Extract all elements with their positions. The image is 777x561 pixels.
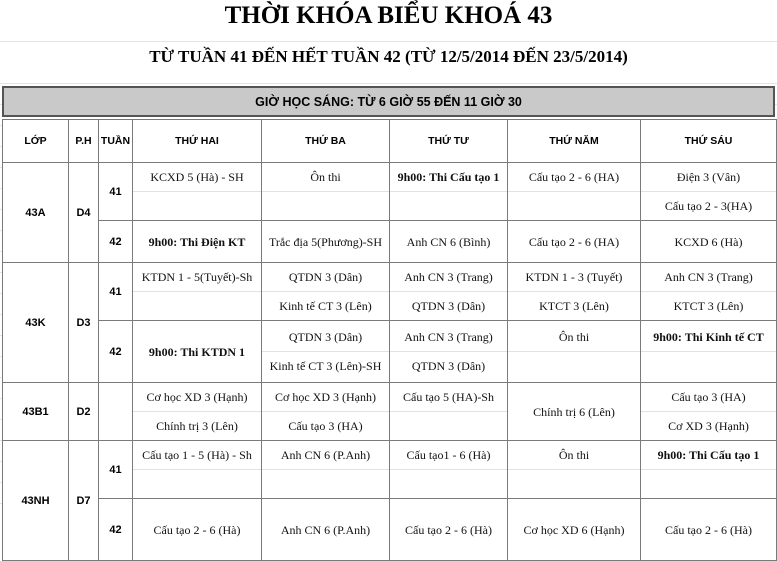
lesson-text: 9h00: Thi Kinh tế CT <box>653 330 764 344</box>
lesson-text: QTDN 3 (Dân) <box>390 291 507 320</box>
class-name-cell: 43NH <box>3 441 69 561</box>
lesson-text: Cấu tạo 2 - 3(HA) <box>641 191 776 220</box>
week-cell <box>99 383 133 441</box>
schedule-cell-tue <box>262 383 390 441</box>
schedule-cell-fri <box>641 499 777 561</box>
room-cell: D2 <box>69 383 99 441</box>
lesson-text <box>133 469 261 498</box>
lesson-text: Ôn thi <box>310 170 341 184</box>
lesson-text: Anh CN 3 (Trang) <box>404 330 493 344</box>
schedule-cell-mon <box>133 441 262 499</box>
lesson-text <box>508 469 640 498</box>
lesson-text: Cấu tạo 3 (HA) <box>262 411 389 440</box>
schedule-cell-thu <box>508 321 641 383</box>
schedule-cell-tue <box>262 163 390 221</box>
lesson-text <box>262 469 389 498</box>
schedule-cell-wed <box>390 321 508 383</box>
lesson-text <box>508 191 640 220</box>
lesson-text: 9h00: Thi KTDN 1 <box>148 344 246 359</box>
lesson-text: Anh CN 6 (P.Anh) <box>280 448 371 462</box>
page-title: THỜI KHÓA BIỂU KHOÁ 43 <box>0 0 777 34</box>
lesson-text: Cơ học XD 6 (Hạnh) <box>523 522 625 537</box>
lesson-text: QTDN 3 (Dân) <box>390 351 507 380</box>
lesson-text: KCXD 6 (Hà) <box>674 234 743 249</box>
lesson-text <box>390 469 507 498</box>
schedule-cell-tue <box>262 221 390 263</box>
table-row <box>3 263 777 321</box>
lesson-text <box>641 469 776 498</box>
lesson-text: Cấu tạo 2 - 6 (Hà) <box>153 522 241 537</box>
lesson-text <box>262 191 389 220</box>
lesson-text: Điện 3 (Vân) <box>676 170 741 184</box>
schedule-cell-mon <box>133 321 262 383</box>
header-fri: THỨ SÁU <box>641 120 777 163</box>
schedule-cell-fri <box>641 221 777 263</box>
schedule-cell-tue <box>262 441 390 499</box>
timetable <box>2 119 777 561</box>
schedule-cell-thu <box>508 383 641 441</box>
room-cell: D4 <box>69 163 99 263</box>
lesson-text: Cấu tạo1 - 6 (Hà) <box>406 448 491 462</box>
header-mon: THỨ HAI <box>133 120 262 163</box>
lesson-text: Trắc địa 5(Phương)-SH <box>268 234 383 249</box>
lesson-text <box>133 291 261 320</box>
lesson-text: QTDN 3 (Dân) <box>288 330 363 344</box>
header-wed: THỨ TƯ <box>390 120 508 163</box>
lesson-text: 9h00: Thi Cấu tạo 1 <box>397 170 500 184</box>
class-name-cell: 43A <box>3 163 69 263</box>
lesson-text: KTCT 3 (Lên) <box>641 291 776 320</box>
class-name-cell: 43B1 <box>3 383 69 441</box>
lesson-text <box>390 411 507 440</box>
header-ph: P.H <box>69 120 99 163</box>
table-row <box>3 163 777 221</box>
header-lop: LỚP <box>3 120 69 163</box>
schedule-cell-tue <box>262 321 390 383</box>
schedule-cell-fri <box>641 163 777 221</box>
schedule-cell-fri <box>641 321 777 383</box>
lesson-text: Ôn thi <box>558 448 590 462</box>
week-cell: 42 <box>99 221 133 263</box>
session-banner: GIỜ HỌC SÁNG: TỪ 6 GIỜ 55 ĐẾN 11 GIỜ 30 <box>2 86 775 117</box>
table-row <box>3 499 777 561</box>
lesson-text: Cơ XD 3 (Hạnh) <box>641 411 776 440</box>
header-tue: THỨ BA <box>262 120 390 163</box>
schedule-cell-thu <box>508 499 641 561</box>
schedule-cell-thu <box>508 163 641 221</box>
schedule-cell-wed <box>390 441 508 499</box>
lesson-text: Cấu tạo 3 (HA) <box>671 390 746 404</box>
schedule-cell-fri <box>641 383 777 441</box>
class-name-cell: 43K <box>3 263 69 383</box>
lesson-text: Kinh tế CT 3 (Lên)-SH <box>262 351 389 380</box>
week-cell: 41 <box>99 263 133 321</box>
schedule-cell-wed <box>390 221 508 263</box>
lesson-text: KTDN 1 - 5(Tuyết)-Sh <box>141 270 253 284</box>
lesson-text: Anh CN 6 (Bình) <box>406 234 491 249</box>
lesson-text: 9h00: Thi Cấu tạo 1 <box>657 448 760 462</box>
room-cell: D3 <box>69 263 99 383</box>
lesson-text: KTCT 3 (Lên) <box>508 291 640 320</box>
lesson-text: Cấu tạo 2 - 6 (Hà) <box>665 522 752 537</box>
schedule-cell-mon <box>133 163 262 221</box>
lesson-text: Ôn thi <box>558 330 590 344</box>
week-cell: 41 <box>99 163 133 221</box>
lesson-text: Anh CN 3 (Trang) <box>664 270 753 284</box>
schedule-cell-mon <box>133 221 262 263</box>
week-cell: 42 <box>99 499 133 561</box>
lesson-text: KTDN 1 - 3 (Tuyết) <box>525 270 623 284</box>
lesson-text: Cấu tạo 2 - 6 (Hà) <box>405 522 492 537</box>
lesson-text: Cấu tạo 2 - 6 (HA) <box>528 170 620 184</box>
week-cell: 42 <box>99 321 133 383</box>
header-thu: THỨ NĂM <box>508 120 641 163</box>
timetable-body <box>3 163 777 561</box>
lesson-text <box>508 351 640 380</box>
table-row <box>3 221 777 263</box>
page-subtitle: TỪ TUẦN 41 ĐẾN HẾT TUẦN 42 (TỪ 12/5/2014 ĐẾN 23/5/2014) <box>0 42 777 72</box>
room-cell: D7 <box>69 441 99 561</box>
lesson-text: Anh CN 3 (Trang) <box>404 270 493 284</box>
schedule-cell-wed <box>390 163 508 221</box>
week-cell: 41 <box>99 441 133 499</box>
schedule-cell-thu <box>508 221 641 263</box>
lesson-text: Cấu tạo 2 - 6 (HA) <box>528 234 620 249</box>
table-row <box>3 321 777 383</box>
lesson-text <box>390 191 507 220</box>
lesson-text: Cấu tạo 1 - 5 (Hà) - Sh <box>142 448 252 462</box>
schedule-cell-thu <box>508 263 641 321</box>
schedule-cell-fri <box>641 263 777 321</box>
lesson-text: Chính trị 3 (Lên) <box>133 411 261 440</box>
header-row <box>3 120 777 163</box>
lesson-text: KCXD 5 (Hà) - SH <box>150 170 244 184</box>
schedule-cell-wed <box>390 263 508 321</box>
schedule-cell-mon <box>133 263 262 321</box>
table-row <box>3 383 777 441</box>
table-row <box>3 441 777 499</box>
header-tuan: TUẦN <box>99 120 133 163</box>
lesson-text: 9h00: Thi Điện KT <box>148 234 246 249</box>
lesson-text: Anh CN 6 (P.Anh) <box>280 522 371 537</box>
schedule-cell-thu <box>508 441 641 499</box>
schedule-cell-wed <box>390 499 508 561</box>
schedule-cell-tue <box>262 499 390 561</box>
lesson-text: Cơ học XD 3 (Hạnh) <box>146 390 248 404</box>
schedule-cell-mon <box>133 499 262 561</box>
lesson-text: Cơ học XD 3 (Hạnh) <box>275 390 376 404</box>
lesson-text: Kinh tế CT 3 (Lên) <box>262 291 389 320</box>
schedule-cell-tue <box>262 263 390 321</box>
schedule-cell-mon <box>133 383 262 441</box>
lesson-text <box>641 351 776 380</box>
lesson-text: QTDN 3 (Dân) <box>288 270 363 284</box>
lesson-text: Chính trị 6 (Lên) <box>533 404 615 419</box>
schedule-cell-wed <box>390 383 508 441</box>
lesson-text: Cấu tạo 5 (HA)-Sh <box>403 390 494 404</box>
schedule-cell-fri <box>641 441 777 499</box>
lesson-text <box>133 191 261 220</box>
